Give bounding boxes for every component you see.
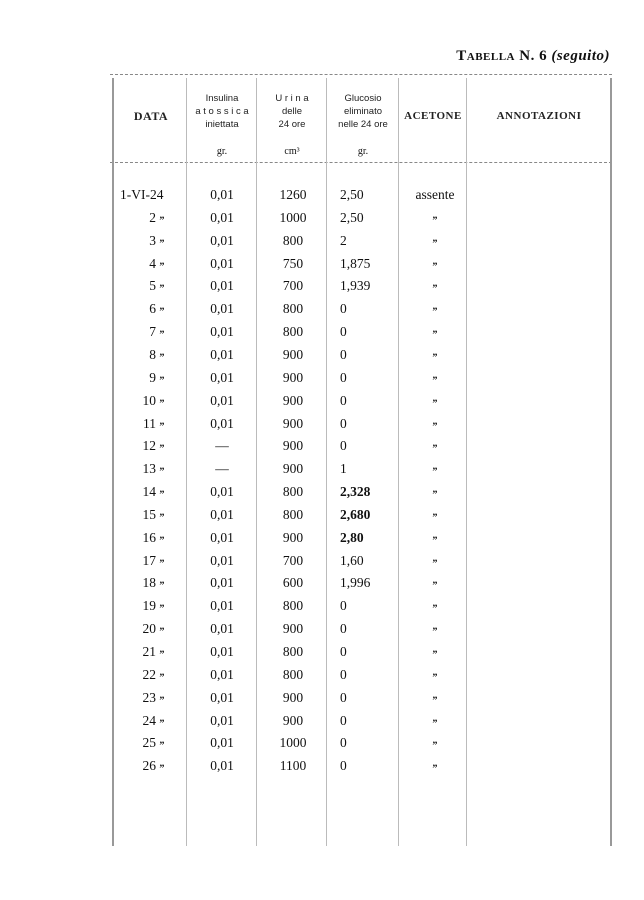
- table-row: [0, 621, 644, 644]
- cell-date: 7: [149, 324, 156, 340]
- unit-urina: cm³: [284, 146, 300, 157]
- cell-urina: 1000: [279, 735, 307, 751]
- cell-glucosio: 2,50: [340, 209, 364, 225]
- cell-date: 21: [142, 644, 156, 659]
- cell-glucosio: 0: [340, 689, 347, 705]
- header-acetone: ACETONE: [404, 110, 462, 122]
- cell-urina: 900: [282, 346, 304, 362]
- table-row: [0, 735, 644, 758]
- cell-urina: 900: [282, 461, 304, 477]
- header-line: Insulina: [205, 93, 239, 104]
- cell-glucosio: 0: [340, 621, 347, 637]
- cell-glucosio: 0: [340, 301, 347, 317]
- header-insulina: [188, 92, 256, 131]
- cell-date-ditto: „: [159, 346, 165, 358]
- table-row: [0, 393, 644, 416]
- cell-acetone: „: [432, 552, 438, 564]
- header-line: iniettata: [205, 119, 239, 130]
- table-row: [0, 530, 644, 553]
- cell-acetone: „: [432, 758, 438, 770]
- cell-date-ditto: „: [159, 438, 165, 450]
- cell-glucosio: 2,50: [340, 187, 364, 202]
- table-row: [0, 416, 644, 439]
- cell-insulina: 0,01: [210, 506, 234, 522]
- table-row: [0, 667, 644, 690]
- cell-glucosio: 0: [340, 369, 347, 385]
- table-row: [0, 461, 644, 484]
- cell-glucosio: 2,680: [340, 506, 371, 522]
- table-row: [0, 507, 644, 530]
- cell-urina: 900: [282, 621, 304, 637]
- cell-urina: 900: [282, 415, 304, 431]
- cell-date: 12: [142, 438, 156, 454]
- cell-insulina: 0,01: [210, 621, 234, 637]
- cell-acetone: „: [432, 209, 438, 221]
- cell-urina: 600: [282, 575, 304, 591]
- cell-date-ditto: „: [159, 598, 165, 610]
- cell-date-ditto: „: [159, 392, 165, 404]
- cell-insulina: 0,01: [210, 392, 234, 408]
- cell-insulina: 0,01: [210, 644, 234, 659]
- cell-insulina: 0,01: [210, 689, 234, 705]
- cell-date: 25: [142, 735, 156, 751]
- cell-urina: 800: [282, 301, 304, 317]
- cell-date: 22: [142, 666, 156, 682]
- cell-urina: 900: [282, 369, 304, 385]
- table-row: [0, 301, 644, 324]
- cell-insulina: 0,01: [210, 278, 234, 294]
- cell-date-ditto: „: [159, 255, 165, 267]
- table-number: Tabella N. 6: [456, 48, 548, 64]
- cell-date-ditto: „: [159, 369, 165, 381]
- cell-glucosio: 0: [340, 415, 347, 431]
- cell-glucosio: 0: [340, 438, 347, 454]
- cell-date: 1-VI-24: [120, 187, 164, 202]
- cell-insulina: 0,01: [210, 758, 234, 774]
- cell-date-ditto: „: [159, 484, 165, 496]
- table-row: [0, 713, 644, 736]
- cell-date: 23: [142, 689, 156, 705]
- cell-acetone: „: [432, 644, 438, 655]
- cell-insulina: 0,01: [210, 735, 234, 751]
- cell-acetone: „: [432, 735, 438, 747]
- table-row: [0, 187, 644, 210]
- table-row: [0, 690, 644, 713]
- cell-date: 18: [142, 575, 156, 591]
- cell-insulina: 0,01: [210, 598, 234, 614]
- unit-glucosio: gr.: [357, 146, 369, 157]
- cell-urina: 1100: [279, 758, 307, 774]
- cell-acetone: „: [432, 621, 438, 633]
- table-row: [0, 758, 644, 781]
- table-row: [0, 278, 644, 301]
- cell-acetone: „: [432, 484, 438, 496]
- cell-urina: 1260: [279, 187, 307, 202]
- header-line: delle: [281, 106, 303, 117]
- cell-date: 11: [143, 415, 156, 431]
- cell-insulina: 0,01: [210, 666, 234, 682]
- cell-glucosio: 0: [340, 644, 347, 659]
- cell-date-ditto: „: [159, 461, 165, 473]
- cell-acetone: „: [432, 598, 438, 610]
- cell-date-ditto: „: [159, 712, 165, 724]
- cell-acetone: „: [432, 301, 438, 313]
- cell-glucosio: 2,80: [340, 529, 364, 545]
- cell-urina: 800: [282, 232, 304, 248]
- header-urina: [258, 92, 326, 131]
- cell-insulina: 0,01: [210, 209, 234, 225]
- cell-acetone: „: [432, 255, 438, 267]
- cell-glucosio: 2,328: [340, 484, 371, 500]
- cell-insulina: —: [215, 461, 229, 477]
- cell-date-ditto: „: [159, 666, 165, 678]
- cell-date-ditto: „: [159, 735, 165, 747]
- cell-date-ditto: „: [159, 758, 165, 770]
- cell-glucosio: 0: [340, 324, 347, 340]
- table-row: [0, 347, 644, 370]
- cell-acetone: „: [432, 369, 438, 381]
- cell-glucosio: 0: [340, 392, 347, 408]
- cell-date-ditto: „: [159, 209, 165, 221]
- header-line: 24 ore: [278, 119, 306, 130]
- table-row: [0, 575, 644, 598]
- cell-date: 14: [142, 484, 156, 500]
- cell-acetone: „: [432, 666, 438, 678]
- cell-insulina: 0,01: [210, 346, 234, 362]
- cell-urina: 800: [282, 666, 304, 682]
- table-row: [0, 210, 644, 233]
- cell-date: 2: [149, 209, 156, 225]
- cell-date-ditto: „: [159, 232, 165, 244]
- cell-acetone: „: [432, 575, 438, 587]
- table-row: [0, 553, 644, 576]
- cell-insulina: 0,01: [210, 324, 234, 340]
- cell-insulina: 0,01: [210, 255, 234, 271]
- cell-insulina: 0,01: [210, 552, 234, 568]
- cell-urina: 900: [282, 689, 304, 705]
- cell-glucosio: 0: [340, 598, 347, 614]
- cell-date-ditto: „: [159, 552, 165, 564]
- cell-date: 13: [142, 461, 156, 477]
- cell-insulina: 0,01: [210, 575, 234, 591]
- cell-glucosio: 0: [340, 712, 347, 728]
- header-glucosio: [328, 92, 398, 131]
- cell-insulina: —: [215, 438, 229, 454]
- cell-glucosio: 1: [340, 461, 347, 477]
- header-line: U r i n a: [275, 93, 309, 104]
- cell-date-ditto: „: [159, 278, 165, 290]
- cell-insulina: 0,01: [210, 529, 234, 545]
- cell-date-ditto: „: [159, 644, 165, 655]
- page-title: [456, 48, 610, 65]
- unit-insulina: gr.: [216, 146, 228, 157]
- cell-date-ditto: „: [159, 575, 165, 587]
- cell-insulina: 0,01: [210, 712, 234, 728]
- cell-urina: 800: [282, 324, 304, 340]
- cell-acetone: „: [432, 712, 438, 724]
- table-top-rule: [110, 74, 612, 75]
- cell-urina: 800: [282, 484, 304, 500]
- header-line: eliminato: [343, 106, 383, 117]
- cell-urina: 700: [282, 552, 304, 568]
- cell-urina: 800: [282, 506, 304, 522]
- cell-urina: 900: [282, 438, 304, 454]
- cell-acetone: „: [432, 529, 438, 541]
- table-continuation: (seguito): [551, 48, 610, 64]
- cell-date: 16: [142, 529, 156, 545]
- cell-date-ditto: „: [159, 689, 165, 701]
- cell-acetone: „: [432, 324, 438, 336]
- cell-acetone: „: [432, 415, 438, 427]
- cell-date: 20: [142, 621, 156, 637]
- cell-date-ditto: „: [159, 621, 165, 633]
- table-row: [0, 484, 644, 507]
- cell-date-ditto: „: [159, 415, 165, 427]
- cell-glucosio: 0: [340, 758, 347, 774]
- cell-acetone: „: [432, 506, 438, 518]
- cell-glucosio: 1,60: [340, 552, 364, 568]
- cell-date: 10: [142, 392, 156, 408]
- cell-date-ditto: „: [159, 301, 165, 313]
- cell-insulina: 0,01: [210, 415, 234, 431]
- cell-acetone: „: [432, 346, 438, 358]
- cell-date: 26: [142, 758, 156, 774]
- cell-date: 5: [149, 278, 156, 294]
- cell-glucosio: 1,939: [340, 278, 371, 294]
- cell-glucosio: 0: [340, 346, 347, 362]
- cell-insulina: 0,01: [210, 232, 234, 248]
- cell-urina: 700: [282, 278, 304, 294]
- cell-date: 9: [149, 369, 156, 385]
- cell-urina: 900: [282, 712, 304, 728]
- cell-glucosio: 1,875: [340, 255, 371, 271]
- cell-glucosio: 0: [340, 735, 347, 751]
- cell-insulina: 0,01: [210, 484, 234, 500]
- cell-date-ditto: „: [159, 506, 165, 518]
- cell-date: 17: [142, 552, 156, 568]
- table-row: [0, 256, 644, 279]
- header-line: Glucosio: [344, 93, 382, 104]
- cell-acetone: „: [432, 232, 438, 244]
- cell-glucosio: 1,996: [340, 575, 371, 591]
- cell-date: 4: [149, 255, 156, 271]
- cell-insulina: 0,01: [210, 301, 234, 317]
- table-row: [0, 598, 644, 621]
- cell-date: 6: [149, 301, 156, 317]
- cell-urina: 900: [282, 529, 304, 545]
- cell-acetone: „: [432, 461, 438, 473]
- header-line: nelle 24 ore: [338, 119, 388, 130]
- header-data: DATA: [133, 109, 169, 123]
- header-annotazioni: ANNOTAZIONI: [496, 110, 582, 122]
- cell-date: 19: [142, 598, 156, 614]
- table-row: [0, 324, 644, 347]
- cell-glucosio: 2: [340, 232, 347, 248]
- cell-date-ditto: „: [159, 529, 165, 541]
- cell-urina: 1000: [279, 209, 307, 225]
- table-row: [0, 370, 644, 393]
- cell-acetone: „: [432, 438, 438, 450]
- table-row: [0, 233, 644, 256]
- table-row: [0, 644, 644, 667]
- cell-urina: 800: [282, 644, 304, 659]
- header-line: a t o s s i c a: [195, 106, 249, 117]
- cell-acetone: „: [432, 392, 438, 404]
- cell-acetone: assente: [415, 187, 455, 202]
- cell-date: 24: [142, 712, 156, 728]
- cell-acetone: „: [432, 689, 438, 701]
- cell-urina: 800: [282, 598, 304, 614]
- table-row: [0, 438, 644, 461]
- cell-date: 8: [149, 346, 156, 362]
- cell-date: 15: [142, 506, 156, 522]
- cell-insulina: 0,01: [210, 187, 234, 202]
- cell-urina: 900: [282, 392, 304, 408]
- cell-insulina: 0,01: [210, 369, 234, 385]
- cell-date: 3: [149, 232, 156, 248]
- cell-date-ditto: „: [159, 324, 165, 336]
- cell-glucosio: 0: [340, 666, 347, 682]
- cell-urina: 750: [282, 255, 304, 271]
- cell-acetone: „: [432, 278, 438, 290]
